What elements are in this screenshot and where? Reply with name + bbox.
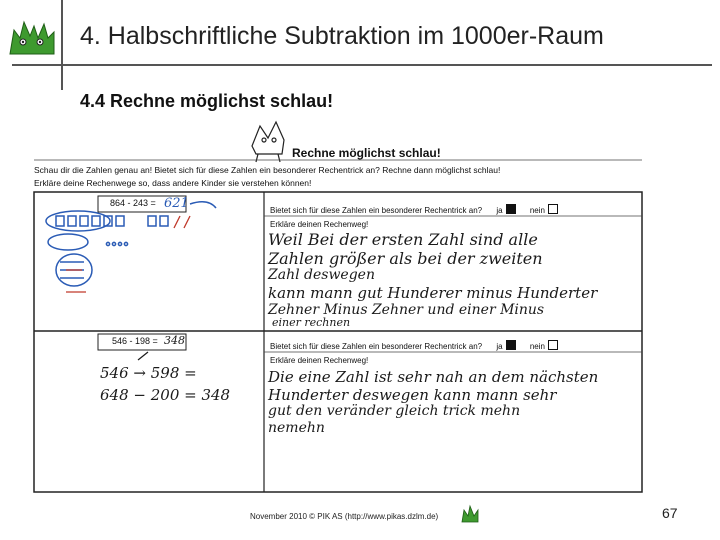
footer-logo-icon xyxy=(460,504,480,524)
task1-question xyxy=(270,204,558,215)
task2-handwriting-1: Die eine Zahl ist sehr nah an dem nächsten xyxy=(268,368,599,386)
task1-handwriting-6: einer rechnen xyxy=(272,316,351,329)
task2-question xyxy=(270,340,558,351)
task1-handwriting-5: Zehner Minus Zehner und einer Minus xyxy=(268,302,545,318)
task1-explain-label: Erkläre deinen Rechenweg! xyxy=(270,220,369,229)
task1-handwriting-4: kann mann gut Hunderer minus Hunderter xyxy=(268,284,598,302)
task1-handwriting-3: Zahl deswegen xyxy=(268,267,375,283)
header-vertical-rule xyxy=(61,0,63,90)
worksheet-heading: Rechne möglichst schlau! xyxy=(292,146,441,160)
task2-expression: 546 - 198 = xyxy=(112,336,158,346)
task1-question-text: Bietet sich für diese Zahlen ein besonderer Rechentrick an? xyxy=(270,206,483,215)
task2-yes-label: ja xyxy=(496,342,503,351)
task2-no-checkbox[interactable] xyxy=(548,340,558,350)
task2-yes-checkbox[interactable] xyxy=(506,340,516,350)
task2-answer: 348 xyxy=(164,334,185,347)
task2-handwriting-2: Hunderter deswegen kann mann sehr xyxy=(268,386,557,404)
task2-explain-label: Erkläre deinen Rechenweg! xyxy=(270,356,369,365)
pikas-logo-icon xyxy=(6,14,58,60)
task2-calc-line1: 546 → 598 = xyxy=(100,364,197,382)
task1-yes-label: ja xyxy=(496,206,503,215)
header-horizontal-rule xyxy=(12,64,712,66)
slide-footer: November 2010 © PIK AS (http://www.pikas.dzlm.de) xyxy=(250,512,439,521)
task1-handwriting-2: Zahlen größer als bei der zweiten xyxy=(268,249,543,268)
slide-title: 4. Halbschriftliche Subtraktion im 1000er-Raum xyxy=(80,22,604,50)
task2-handwriting-4: nemehn xyxy=(268,420,325,436)
task2-no-label: nein xyxy=(529,342,545,351)
page-number: 67 xyxy=(662,505,678,521)
task2-calc-line2: 648 − 200 = 348 xyxy=(100,386,231,404)
task1-expression: 864 - 243 = xyxy=(110,198,156,208)
task1-no-label: nein xyxy=(529,206,545,215)
slide-subtitle: 4.4 Rechne möglichst schlau! xyxy=(80,91,334,111)
worksheet-instruction-2: Erkläre deine Rechenwege so, dass andere Kinder sie verstehen können! xyxy=(34,178,312,188)
task1-answer: 621 xyxy=(164,196,189,211)
worksheet-instruction-1: Schau dir die Zahlen genau an! Bietet sich für diese Zahlen ein besonderer Rechentrick an? Rechne dann möglichst schlau! xyxy=(34,165,501,175)
task2-question-text: Bietet sich für diese Zahlen ein besonderer Rechentrick an? xyxy=(270,342,483,351)
task1-no-checkbox[interactable] xyxy=(548,204,558,214)
task1-handwriting-1: Weil Bei der ersten Zahl sind alle xyxy=(268,230,538,249)
worksheet-scan xyxy=(30,112,678,500)
task2-handwriting-3: gut den veränder gleich trick mehn xyxy=(268,403,521,419)
task1-yes-checkbox[interactable] xyxy=(506,204,516,214)
